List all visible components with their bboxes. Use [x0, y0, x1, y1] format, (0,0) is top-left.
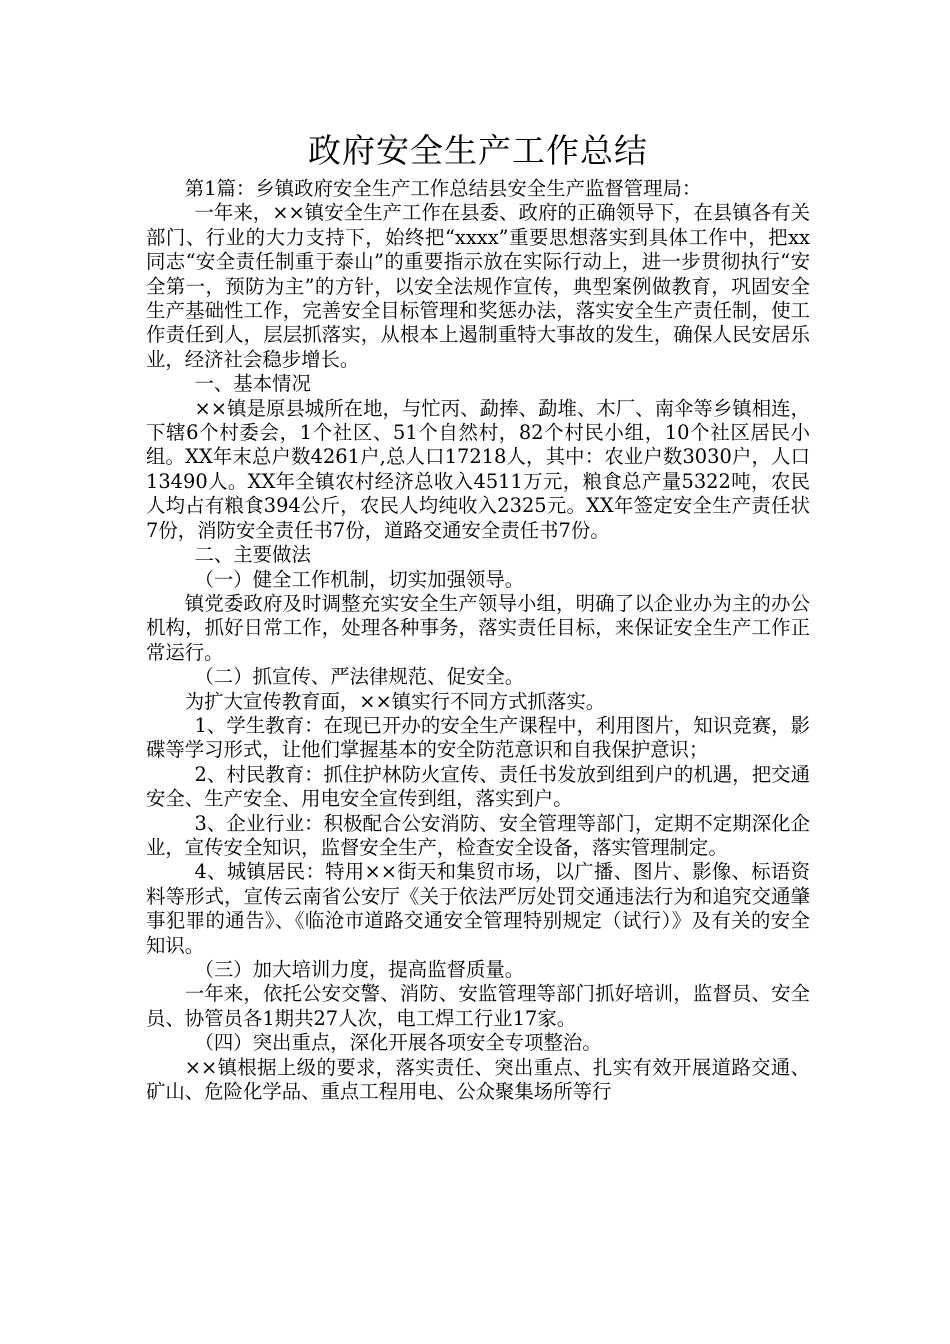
body-paragraph: 镇党委政府及时调整充实安全生产领导小组，明确了以企业办为主的办公机构，抓好日常工作，处理各种事务，落实责任目标，来保证安全生产工作正常运行。	[146, 591, 810, 664]
subsection-heading-2: （二）抓宣传、严法律规范、促安全。	[194, 665, 525, 689]
body-paragraph: 一年来，依托公安交警、消防、安监管理等部门抓好培训，监督员、安全员、协管员各1期共27人次，电工焊工行业17家。	[146, 982, 810, 1030]
document-title: 政府安全生产工作总结	[308, 131, 648, 170]
subsection-heading-3: （三）加大培训力度，提高监督质量。	[194, 958, 525, 981]
list-item-villager-education: 2、村民教育：抓住护林防火宣传、责任书发放到组到户的机遇，把交通安全、生产安全、用电安全宣传到组，落实到户。	[146, 762, 810, 811]
list-item-enterprise: 3、企业行业：积极配合公安消防、安全管理等部门，定期不定期深化企业，宣传安全知识，监督安全生产，检查安全设备，落实管理制定。	[146, 811, 810, 859]
document-body	[146, 128, 810, 1104]
subsection-heading-4: （四）突出重点，深化开展各项安全专项整治。	[194, 1031, 602, 1055]
basic-situation-paragraph: ××镇是原县城所在地，与忙丙、勐捧、勐堆、木厂、南伞等乡镇相连，下辖6个村委会，1个社区、51个自然村，82个村民小组，10个社区居民小组。XX年末总户数4261户,总人口17218人，其中：农业户数3030户，人口13490人。XX年全镇农村经济总收入4511万元，粮食总产量5322吨，农民人均占有粮食394公斤，农民人均纯收入2325元。XX年签定安全生产责任状7份，消防安全责任书7份，道路交通安全责任书7份。	[146, 396, 810, 542]
list-item-student-education: 1、学生教育：在现已开办的安全生产课程中，利用图片，知识竞赛，影碟等学习形式，让他们掌握基本的安全防范意识和自我保护意识；	[146, 713, 810, 762]
chapter-heading: 第1篇：乡镇政府安全生产工作总结县安全生产监督管理局：	[184, 177, 702, 200]
intro-paragraph: 一年来，××镇安全生产工作在县委、政府的正确领导下，在县镇各有关部门、行业的大力支持下，始终把“xxxx”重要思想落实到具体工作中，把xx同志“安全责任制重于泰山”的重要指示放在实际行动上，进一步贯彻执行“安全第一，预防为主”的方针，以安全法规作宣传，典型案例做教育，巩固安全生产基础性工作，完善安全目标管理和奖惩办法，落实安全生产责任制，使工作责任到人，层层抓落实，从根本上遏制重特大事故的发生，确保人民安居乐业，经济社会稳步增长。	[146, 201, 810, 371]
body-paragraph: 为扩大宣传教育面，××镇实行不同方式抓落实。	[184, 689, 606, 713]
subsection-heading-1: （一）健全工作机制，切实加强领导。	[194, 567, 525, 591]
section-heading-main-practices: 二、主要做法	[194, 543, 311, 567]
body-paragraph: ××镇根据上级的要求，落实责任、突出重点、扎实有效开展道路交通、矿山、危险化学品、重点工程用电、公众聚集场所等行	[146, 1055, 810, 1104]
list-item-town-residents: 4、城镇居民：特用××街天和集贸市场，以广播、图片、影像、标语资料等形式，宣传云南省公安厅《关于依法严厉处罚交通违法行为和追究交通肇事犯罪的通告》、《临沧市道路交通安全管理特别规定（试行）》及有关的安全知识。	[146, 860, 810, 957]
section-heading-basic-situation: 一、基本情况	[194, 372, 311, 396]
